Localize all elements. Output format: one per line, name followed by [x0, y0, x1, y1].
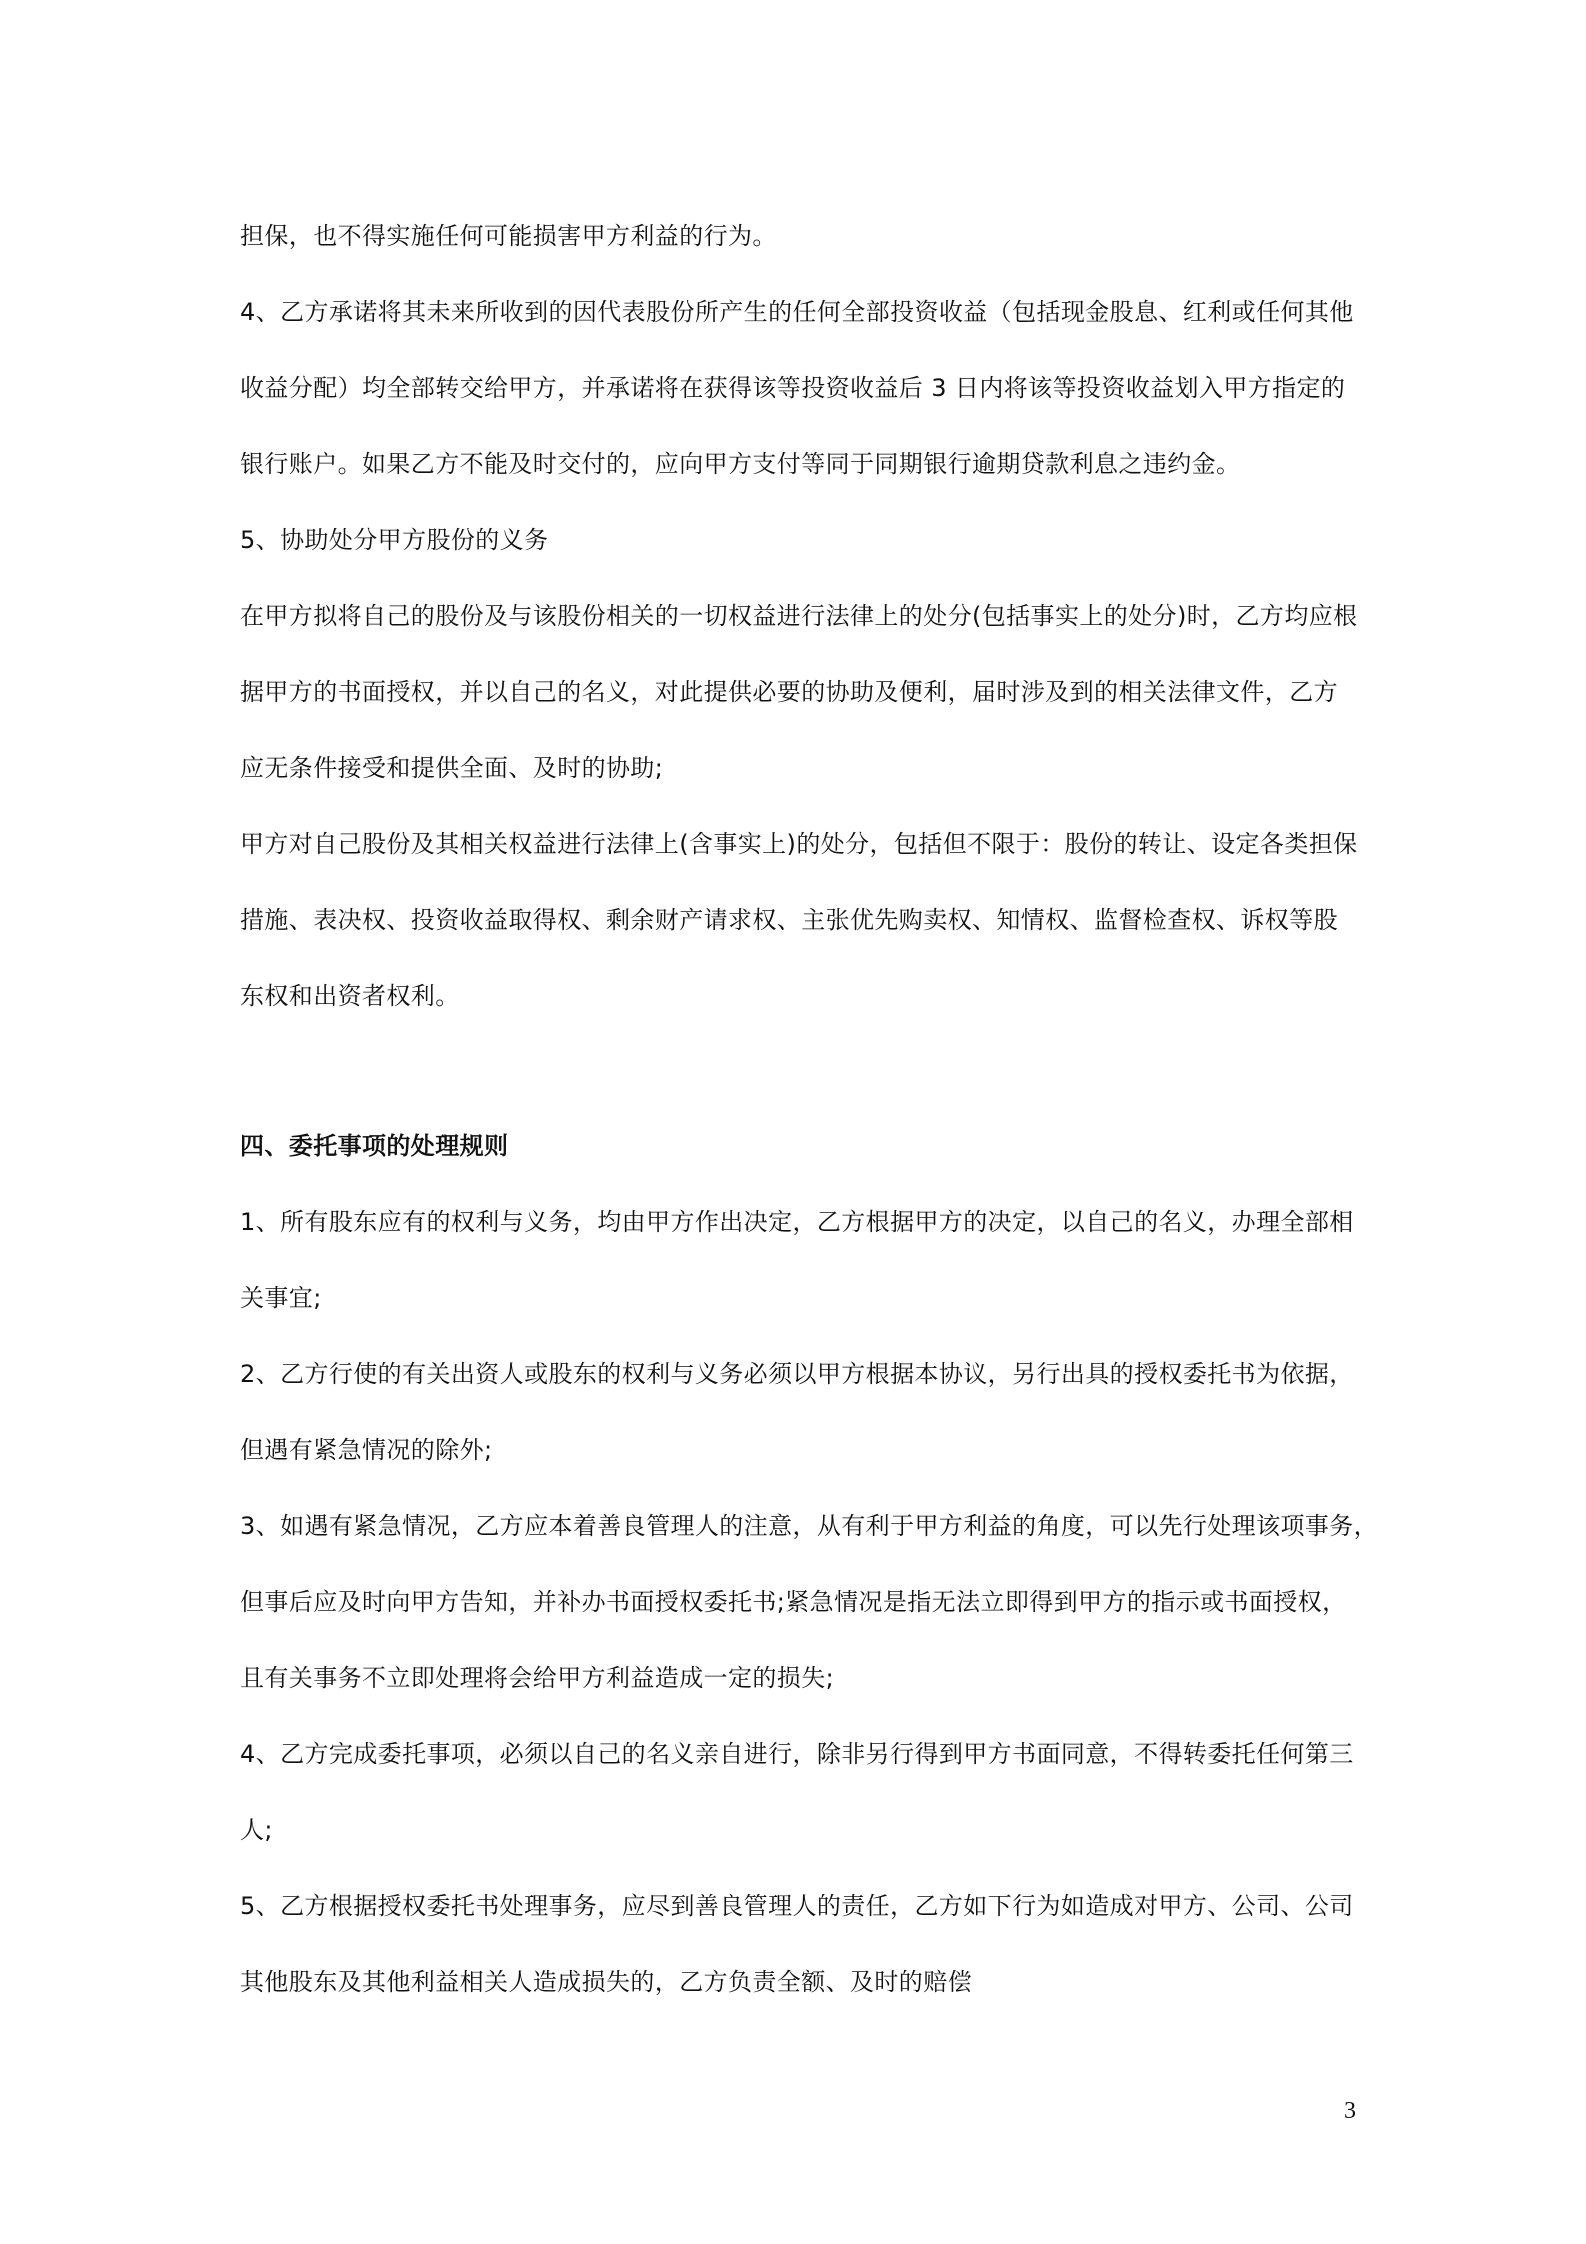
section-gap [240, 1034, 1360, 1108]
text-line: 在甲方拟将自己的股份及与该股份相关的一切权益进行法律上的处分(包括事实上的处分)时，乙方均应根 [240, 602, 1358, 630]
text-line: 5、乙方根据授权委托书处理事务，应尽到善良管理人的责任，乙方如下行为如造成对甲方、公司、公司 [240, 1892, 1354, 1920]
text-line: 收益分配）均全部转交给甲方，并承诺将在获得该等投资收益后 3 日内将该等投资收益划入甲方指定的 [240, 374, 1346, 402]
text-line: 4、乙方完成委托事项，必须以自己的名义亲自进行，除非另行得到甲方书面同意，不得转委托任何第三 [240, 1740, 1354, 1768]
text-line: 应无条件接受和提供全面、及时的协助; [240, 754, 664, 782]
text-line: 5、协助处分甲方股份的义务 [240, 526, 549, 554]
section-heading: 四、委托事项的处理规则 [240, 1132, 509, 1160]
text-line: 措施、表决权、投资收益取得权、剩余财产请求权、主张优先购卖权、知情权、监督检查权、诉权等股 [240, 906, 1338, 934]
text-line: 且有关事务不立即处理将会给甲方利益造成一定的损失; [240, 1664, 835, 1692]
text-line: 其他股东及其他利益相关人造成损失的，乙方负责全额、及时的赔偿 [240, 1968, 972, 1996]
text-line: 担保，也不得实施任何可能损害甲方利益的行为。 [240, 222, 777, 250]
text-line: 但遇有紧急情况的除外; [240, 1436, 493, 1464]
text-line: 银行账户。如果乙方不能及时交付的，应向甲方支付等同于同期银行逾期贷款利息之违约金。 [240, 450, 1241, 478]
text-line: 东权和出资者权利。 [240, 982, 460, 1010]
page-number: 3 [1344, 2098, 1356, 2124]
text-line: 甲方对自己股份及其相关权益进行法律上(含事实上)的处分，包括但不限于：股份的转让、设定各类担保 [240, 830, 1358, 858]
text-line: 人; [240, 1816, 273, 1844]
document-body [240, 198, 1379, 2020]
text-line: 2、乙方行使的有关出资人或股东的权利与义务必须以甲方根据本协议，另行出具的授权委托书为依据， [240, 1360, 1354, 1388]
text-line: 据甲方的书面授权，并以自己的名义，对此提供必要的协助及便利，届时涉及到的相关法律文件，乙方 [240, 678, 1338, 706]
text-line: 关事宜; [240, 1284, 322, 1312]
text-line: 3、如遇有紧急情况，乙方应本着善良管理人的注意，从有利于甲方利益的角度，可以先行处理该项事务， [240, 1512, 1379, 1540]
text-line: 1、所有股东应有的权利与义务，均由甲方作出决定，乙方根据甲方的决定，以自己的名义，办理全部相 [240, 1208, 1354, 1236]
text-line: 4、乙方承诺将其未来所收到的因代表股份所产生的任何全部投资收益（包括现金股息、红利或任何其他 [240, 298, 1354, 326]
text-line: 但事后应及时向甲方告知，并补办书面授权委托书;紧急情况是指无法立即得到甲方的指示或书面授权， [240, 1588, 1347, 1616]
